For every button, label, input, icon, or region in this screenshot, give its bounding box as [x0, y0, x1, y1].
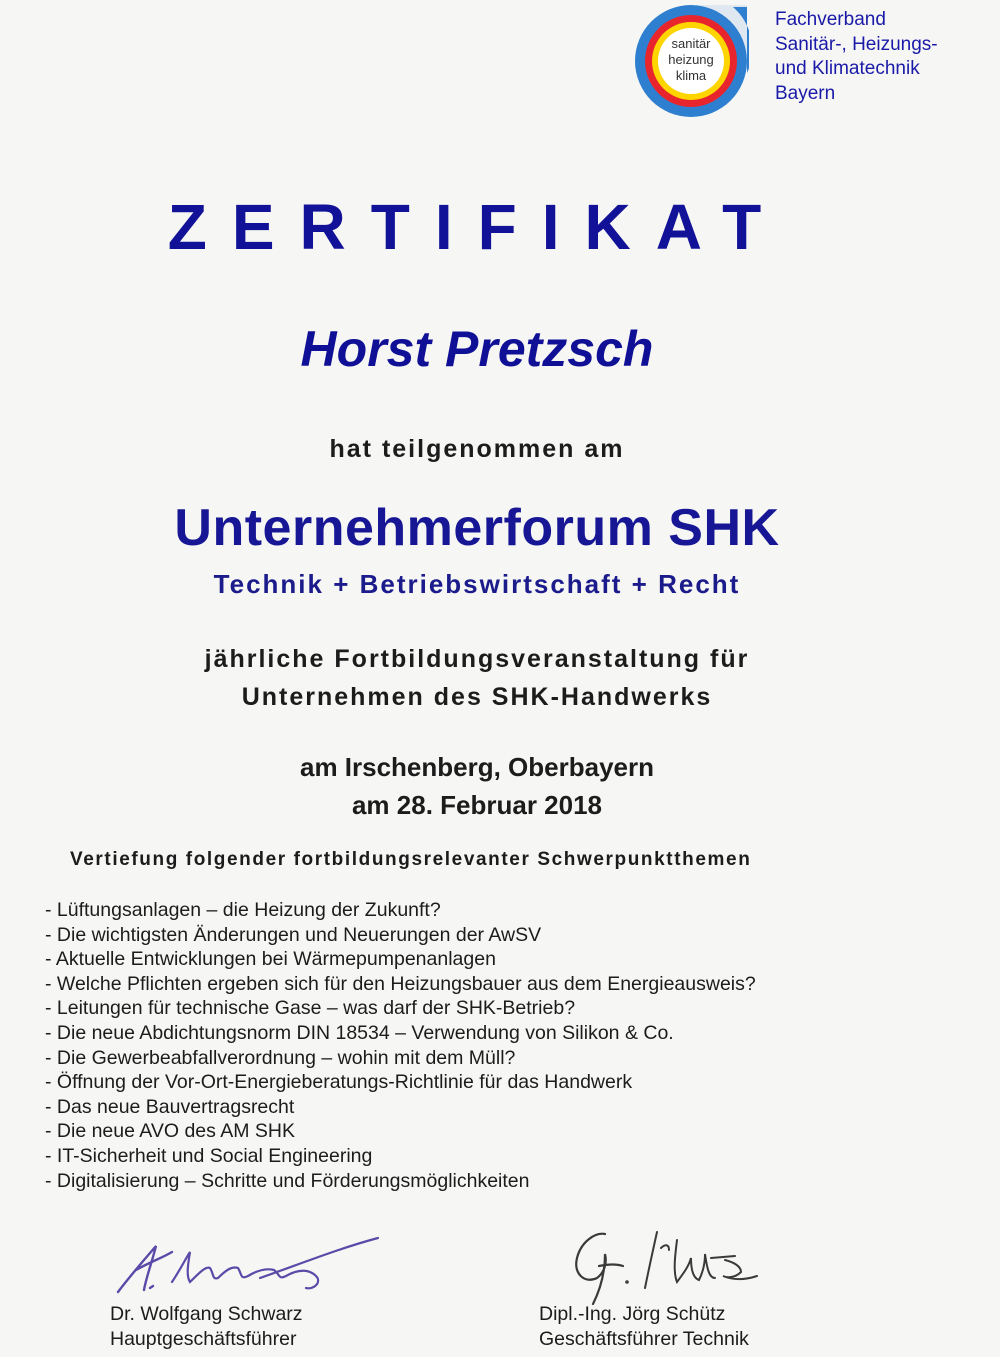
list-item: - Die wichtigsten Änderungen und Neuerungen der AwSV: [45, 923, 542, 946]
logo-text-2: heizung: [668, 52, 714, 67]
participation-text: hat teilgenommen am: [329, 435, 625, 463]
organization-name: [775, 8, 938, 106]
description-line: Unternehmen des SHK-Handwerks: [241, 683, 713, 711]
signatory-name: Dr. Wolfgang Schwarz: [110, 1303, 303, 1325]
list-item: - Die Gewerbeabfallverordnung – wohin mit dem Müll?: [45, 1046, 516, 1069]
org-line: und Klimatechnik: [775, 58, 920, 79]
signatory-role: Hauptgeschäftsführer: [110, 1328, 297, 1350]
event-description: [0, 640, 954, 716]
certificate-title: ZERTIFIKAT: [167, 191, 787, 263]
list-item: - Die neue AVO des AM SHK: [45, 1120, 296, 1143]
signatory-left: [110, 1302, 303, 1352]
event-location: am Irschenberg, Oberbayern: [299, 752, 655, 782]
list-item: - Welche Pflichten ergeben sich für den Heizungsbauer aus dem Energieausweis?: [45, 972, 756, 995]
event-title: Unternehmerforum SHK: [174, 499, 780, 557]
logo-text-3: klima: [675, 68, 707, 83]
list-item: - Das neue Bauvertragsrecht: [45, 1095, 295, 1118]
signature-schuetz: [565, 1222, 795, 1312]
list-item: - Digitalisierung – Schritte und Förderungsmöglichkeiten: [45, 1169, 530, 1192]
event-subtitle: Technik + Betriebswirtschaft + Recht: [213, 569, 741, 599]
logo-text-1: sanitär: [671, 36, 711, 51]
recipient-name: Horst Pretzsch: [300, 321, 654, 377]
list-item: - Öffnung der Vor-Ort-Energieberatungs-Richtlinie für das Handwerk: [45, 1071, 633, 1094]
list-item: - Lüftungsanlagen – die Heizung der Zukunft?: [45, 899, 441, 921]
list-item: - IT-Sicherheit und Social Engineering: [45, 1144, 373, 1167]
signature-schwarz: [110, 1230, 390, 1310]
org-line: Fachverband: [775, 9, 886, 30]
description-line: jährliche Fortbildungsveranstaltung für: [204, 645, 750, 673]
signatory-name: Dipl.-Ing. Jörg Schütz: [539, 1303, 726, 1325]
signatory-right: [539, 1302, 749, 1352]
event-location-date: [0, 748, 954, 824]
org-line: Sanitär-, Heizungs-: [775, 33, 938, 55]
topics-list: [45, 898, 756, 1193]
list-item: - Die neue Abdichtungsnorm DIN 18534 – Verwendung von Silikon & Co.: [45, 1021, 674, 1044]
event-date: am 28. Februar 2018: [351, 790, 603, 820]
shk-logo: [633, 3, 749, 119]
list-item: - Aktuelle Entwicklungen bei Wärmepumpenanlagen: [45, 948, 496, 971]
topics-heading: Vertiefung folgender fortbildungsrelevanter Schwerpunktthemen: [70, 849, 752, 870]
list-item: - Leitungen für technische Gase – was darf der SHK-Betrieb?: [45, 997, 576, 1020]
org-line: Bayern: [775, 82, 836, 104]
signatory-role: Geschäftsführer Technik: [539, 1328, 749, 1350]
